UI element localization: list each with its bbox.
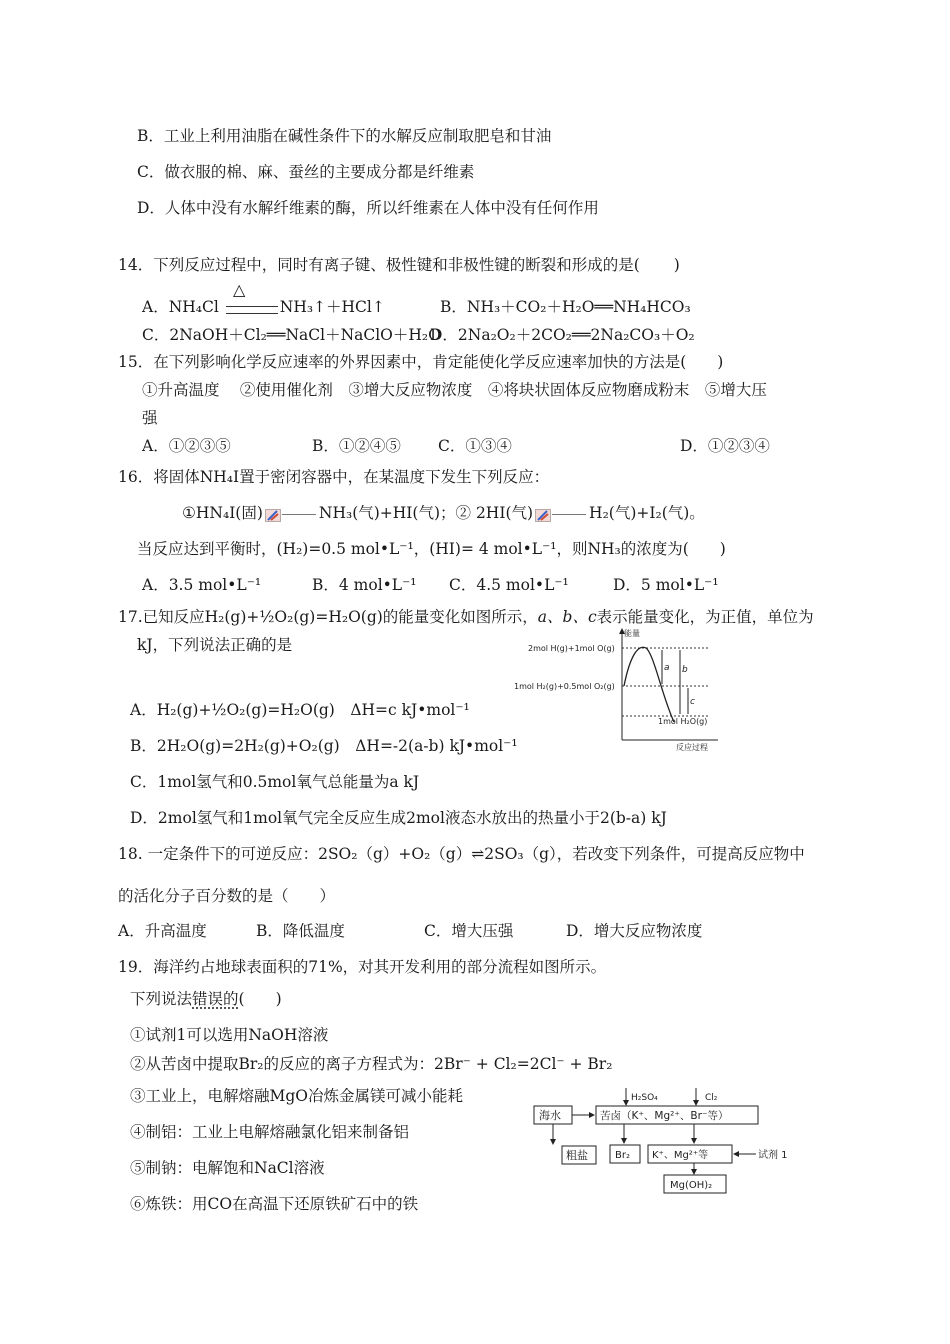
q15-option-b: B．①②④⑤ [312,437,401,455]
x-axis-label: 反应过程 [676,743,708,752]
q14-a-reactant: A．NH₄Cl [142,298,219,316]
q13-option-d: D．人体中没有水解纤维素的酶，所以纤维素在人体中没有任何作用 [137,199,599,217]
q19-item-4: ④制铝：工业上电解熔融氯化铝来制备铝 [130,1123,410,1141]
q17-stem-abc: a、b、c [537,608,597,626]
kmg-label: K⁺、Mg²⁺等 [652,1150,709,1161]
q18-stem: 18. 一定条件下的可逆反应：2SO₂（g）+O₂（g）⇌2SO₃（g），若改变下列条件，可提高反应物中 [118,845,805,863]
q19-item-6: ⑥炼铁：用CO在高温下还原铁矿石中的铁 [130,1195,419,1213]
q16-r2-right: H₂(气)+I₂(气)。 [589,504,705,522]
h2so4-label: H₂SO₄ [631,1093,658,1103]
q19-item-2: ②从苦卤中提取Br₂的反应的离子方程式为：2Br⁻ + Cl₂=2Cl⁻ + Br₂ [130,1055,613,1073]
mark-b: b [682,665,688,675]
q14-option-d: D．2Na₂O₂＋2CO₂══2Na₂CO₃＋O₂ [430,326,695,344]
reversible-arrow-icon [265,509,317,520]
q18-option-d: D．增大反应物浓度 [566,922,703,940]
seawater-label: 海水 [539,1109,561,1122]
energy-curve [624,647,674,722]
q14-stem [118,254,680,276]
q13-option-c: C．做衣服的棉、麻、蚕丝的主要成分都是纤维素 [137,163,475,181]
q19-sub-pre: 下列说法 [130,990,193,1008]
q16-condition: 当反应达到平衡时，(H₂)=0.5 mol•L⁻¹，(HI)= 4 mol•L⁻¹，则NH₃的浓度为( ) [137,540,726,558]
q15-option-a: A．①②③⑤ [142,437,231,455]
q13-option-b: B．工业上利用油脂在碱性条件下的水解反应制取肥皂和甘油 [137,127,552,145]
level-2-label: 1mol H₂(g)+0.5mol O₂(g) [514,682,615,691]
q18-option-c: C．增大压强 [424,922,514,940]
level-3-label: 1mol H₂O(g) [658,717,708,726]
reagent-label: 试剂 1 [758,1150,788,1161]
mark-c: c [690,697,695,707]
q17-stem-text: 17.已知反应H₂(g)+½O₂(g)=H₂O(g)的能量变化如图所示， [118,608,538,626]
q17-option-b: B．2H₂O(g)=2H₂(g)+O₂(g) ΔH=-2(a-b) kJ•mol⁻¹ [130,737,518,755]
q14-a-products: NH₃↑＋HCl↑ [279,298,385,316]
brine-label: 苦卤（K⁺、Mg²⁺、Br⁻等） [600,1110,729,1122]
q16-option-a: A．3.5 mol•L⁻¹ [142,576,262,594]
q19-sub-emphasis: 错误的 [192,990,239,1008]
q18-stem-line2: 的活化分子百分数的是（ ） [118,887,336,905]
q17-stem [118,606,814,628]
q16-reactions [182,502,705,524]
seawater-flowchart [530,1086,790,1198]
q19-item-1: ①试剂1可以选用NaOH溶液 [130,1026,329,1044]
q15-option-d: D．①②③④ [680,437,770,455]
q15-option-c: C．①③④ [438,437,512,455]
q17-option-a: A．H₂(g)+½O₂(g)=H₂O(g) ΔH=c kJ•mol⁻¹ [130,701,470,719]
q14-stem-text: 14．下列反应过程中，同时有离子键、极性键和非极性键的断裂和形成的是( [118,256,640,274]
q18-option-a: A．升高温度 [118,922,207,940]
level-1-label: 2mol H(g)+1mol O(g) [528,644,615,653]
salt-label: 粗盐 [566,1149,588,1162]
mark-a: a [664,663,670,673]
q16-stem: 16．将固体NH₄I置于密闭容器中，在某温度下发生下列反应： [118,468,550,486]
q16-r1-right: NH₃(气)+HI(气)；② 2HI(气) [318,504,534,522]
energy-diagram [512,626,732,754]
cl2-label: Cl₂ [705,1093,718,1103]
q16-option-d: D．5 mol•L⁻¹ [613,576,719,594]
heating-equals-sign-icon [226,303,278,314]
q14-option-c: C．2NaOH＋Cl₂══NaCl＋NaClO＋H₂O [142,326,441,344]
q16-option-b: B．4 mol•L⁻¹ [312,576,417,594]
q19-stem: 19．海洋约占地球表面积的71%，对其开发利用的部分流程如图所示。 [118,958,607,976]
q16-r1-left: ①HN₄I(固) [182,504,263,522]
q14-stem-end: ) [673,256,680,274]
q17-stem-tail: 表示能量变化，为正值，单位为 [596,608,814,626]
mgoh2-label: Mg(OH)₂ [670,1180,713,1191]
q17-stem-line2: kJ，下列说法正确的是 [137,636,293,654]
q19-subquestion [130,988,282,1010]
q17-option-d: D．2mol氢气和1mol氧气完全反应生成2mol液态水放出的热量小于2(b-a) kJ [130,809,667,827]
reversible-arrow-icon [535,509,587,520]
q19-item-5: ⑤制钠：电解饱和NaCl溶液 [130,1159,325,1177]
q19-sub-post: ( ) [238,990,282,1008]
q15-items: ①升高温度 ②使用催化剂 ③增大反应物浓度 ④将块状固体反应物磨成粉末 ⑤增大压 [142,381,767,399]
q19-item-3: ③工业上，电解熔融MgO冶炼金属镁可减小能耗 [130,1087,464,1105]
q15-items-cont: 强 [142,409,158,427]
q18-option-b: B．降低温度 [256,922,345,940]
q14-option-b: B．NH₃＋CO₂＋H₂O══NH₄HCO₃ [440,298,691,316]
q16-option-c: C．4.5 mol•L⁻¹ [449,576,569,594]
delta-heat-symbol: △ [233,280,246,299]
q15-stem: 15．在下列影响化学反应速率的外界因素中，肯定能使化学反应速率加快的方法是( ) [118,353,724,371]
y-axis-label: 能量 [624,629,640,638]
q14-option-a [142,296,385,318]
q17-option-c: C．1mol氢气和0.5mol氧气总能量为a kJ [130,773,420,791]
br2-label: Br₂ [615,1150,630,1161]
